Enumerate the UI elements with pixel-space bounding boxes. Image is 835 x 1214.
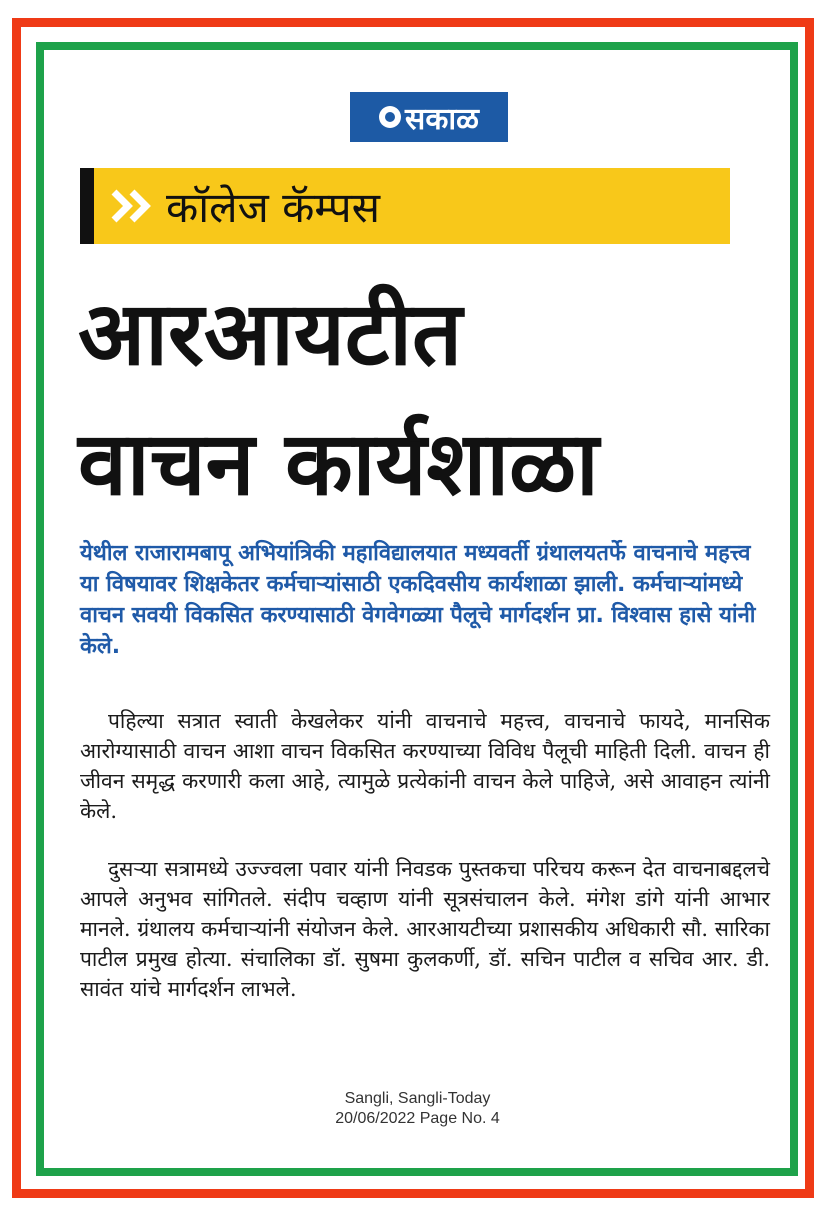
body-paragraph-2: दुसऱ्या सत्रामध्ये उज्ज्वला पवार यांनी निवडक पुस्तकचा परिचय करून देत वाचनाबद्दलचे आपले अनुभव सांगितले. संदीप चव्हाण यांनी सूत्रसंचालन केले. मंगेश डांगे यांनी आभार मानले. ग्रंथालय कर्मचाऱ्यांनी संयोजन केले. आरआयटीच्या प्रशासकीय अधिकारी सौ. सारिका पाटील प्रमुख होत्या. संचालिका डॉ. सुषमा कुलकर्णी, डॉ. सचिन पाटील व सचिव आर. डी. सावंत यांचे मार्गदर्शन लाभले. <box>80 857 770 1001</box>
double-chevron-right-icon <box>110 186 156 226</box>
footer-source: Sangli, Sangli-Today <box>344 1090 491 1107</box>
sakal-emblem-icon <box>379 106 401 128</box>
footer-date-page: 20/06/2022 Page No. 4 <box>335 1110 500 1127</box>
section-banner-edge <box>80 168 94 244</box>
headline-line-2: वाचन कार्यशाळा <box>78 412 599 515</box>
logo-text: सकाळ <box>405 101 479 137</box>
lead-paragraph: येथील राजारामबापू अभियांत्रिकी महाविद्यालयात मध्यवर्ती ग्रंथालयतर्फे वाचनाचे महत्त्व या विषयावर शिक्षकेतर कर्मचाऱ्यांसाठी एकदिवसीय कार्यशाळा झाली. कर्मचाऱ्यांमध्ये वाचन सवयी विकसित करण्यासाठी वेगवेगळ्या पैलूचे मार्गदर्शन प्रा. विश्वास हासे यांनी केले. <box>80 541 756 659</box>
section-label: कॉलेज कॅम्पस <box>166 182 381 232</box>
headline-line-1: आरआयटीत <box>78 282 463 385</box>
body-paragraph-1: पहिल्या सत्रात स्वाती केखलेकर यांनी वाचनाचे महत्त्व, वाचनाचे फायदे, मानसिक आरोग्यासाठी वाचन आशा वाचन विकसित करण्याच्या विविध पैलूची माहिती दिली. वाचन ही जीवन समृद्ध करणारी कला आहे, त्यामुळे प्रत्येकांनी वाचन केले पाहिजे, असे आवाहन त्यांनी केले. <box>80 709 770 823</box>
newspaper-logo <box>350 92 508 142</box>
section-banner <box>80 168 730 244</box>
